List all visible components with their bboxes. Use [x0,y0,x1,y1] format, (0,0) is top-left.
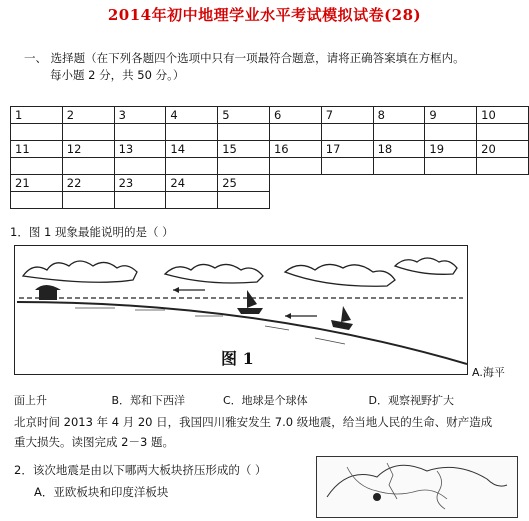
answer-cell[interactable] [425,158,477,175]
ship-horizon-illustration [15,246,467,374]
answer-cell[interactable] [425,124,477,141]
answer-cell[interactable] [218,158,270,175]
answer-cell[interactable] [11,124,63,141]
arrow-left-icon [173,287,205,293]
cell: 23 [114,175,166,192]
observer-icon [39,290,57,300]
cell: 10 [477,107,529,124]
cloud-icon [285,264,395,286]
cell: 22 [62,175,114,192]
cell: 16 [269,141,321,158]
map-figure [316,456,518,518]
arrow-left-icon [285,313,317,319]
instructions-line-2: 每小题 2 分，共 50 分。） [50,68,185,82]
answer-cell[interactable] [166,124,218,141]
answer-cell[interactable] [62,158,114,175]
cell: 4 [166,107,218,124]
section-instructions [24,50,524,84]
answer-cell[interactable] [114,158,166,175]
q1-option-d: D．观察视野扩大 [368,394,454,407]
answer-cell[interactable] [218,124,270,141]
answer-table [10,106,529,209]
q1-options [14,392,529,408]
cell: 11 [11,141,63,158]
figure-label: 图 1 [221,349,254,368]
cell: 7 [321,107,373,124]
answer-row-numbers [11,175,529,192]
answer-row-blank [11,158,529,175]
cell: 1 [11,107,63,124]
answer-cell[interactable] [477,158,529,175]
cell: 12 [62,141,114,158]
figure-1 [14,245,468,375]
map-illustration [317,457,517,517]
answer-cell[interactable] [62,192,114,209]
exam-title: 2014年初中地理学业水平考试模拟试卷(28) [107,6,422,24]
passage-line-2: 重大损失。读图完成 2－3 题。 [14,435,174,449]
answer-row-numbers [11,107,529,124]
cell: 14 [166,141,218,158]
ship-icon [331,306,353,330]
passage [14,412,514,452]
answer-cell[interactable] [269,158,321,175]
answer-cell[interactable] [166,158,218,175]
answer-cell[interactable] [62,124,114,141]
cell: 17 [321,141,373,158]
cell: 9 [425,107,477,124]
cell: 25 [218,175,270,192]
cell: 19 [425,141,477,158]
cell: 6 [269,107,321,124]
answer-row-numbers [11,141,529,158]
q1-option-b: B．郑和下西洋 [111,394,186,407]
answer-cell[interactable] [477,124,529,141]
answer-cell[interactable] [373,124,425,141]
cell: 15 [218,141,270,158]
cloud-icon [23,261,137,282]
answer-cell[interactable] [114,192,166,209]
cell: 18 [373,141,425,158]
cell: 20 [477,141,529,158]
q1-option-a-tail: 面上升 [14,394,47,407]
answer-cell[interactable] [373,158,425,175]
answer-cell[interactable] [166,192,218,209]
question-1-stem: 1．图 1 现象最能说明的是（ ） [10,225,174,239]
q2-option-a: A．亚欧板块和印度洋板块 [34,485,169,499]
cloud-icon [165,264,263,283]
answer-cell[interactable] [11,158,63,175]
q1-option-c: C．地球是个球体 [223,394,308,407]
answer-cell[interactable] [321,158,373,175]
ship-icon [237,290,263,314]
answer-cell[interactable] [269,124,321,141]
cell: 21 [11,175,63,192]
cell: 3 [114,107,166,124]
cell: 2 [62,107,114,124]
instructions-line-1: 一、 选择题（在下列各题四个选项中只有一项最符合题意，请将正确答案填在方框内。 [24,51,465,65]
passage-line-1: 北京时间 2013 年 4 月 20 日，我国四川雅安发生 7.0 级地震，给当地人民的生命、财产造成 [14,415,493,429]
cell: 13 [114,141,166,158]
answer-row-blank [11,124,529,141]
answer-cell[interactable] [321,124,373,141]
answer-cell[interactable] [218,192,270,209]
answer-cell[interactable] [114,124,166,141]
cloud-icon [395,258,457,274]
cell: 24 [166,175,218,192]
q1-option-a-head: A.海平 [472,366,505,379]
cell: 8 [373,107,425,124]
answer-row-blank [11,192,529,209]
question-2-stem: 2．该次地震是由以下哪两大板块挤压形成的（ ） [14,463,267,477]
answer-cell[interactable] [11,192,63,209]
cell: 5 [218,107,270,124]
